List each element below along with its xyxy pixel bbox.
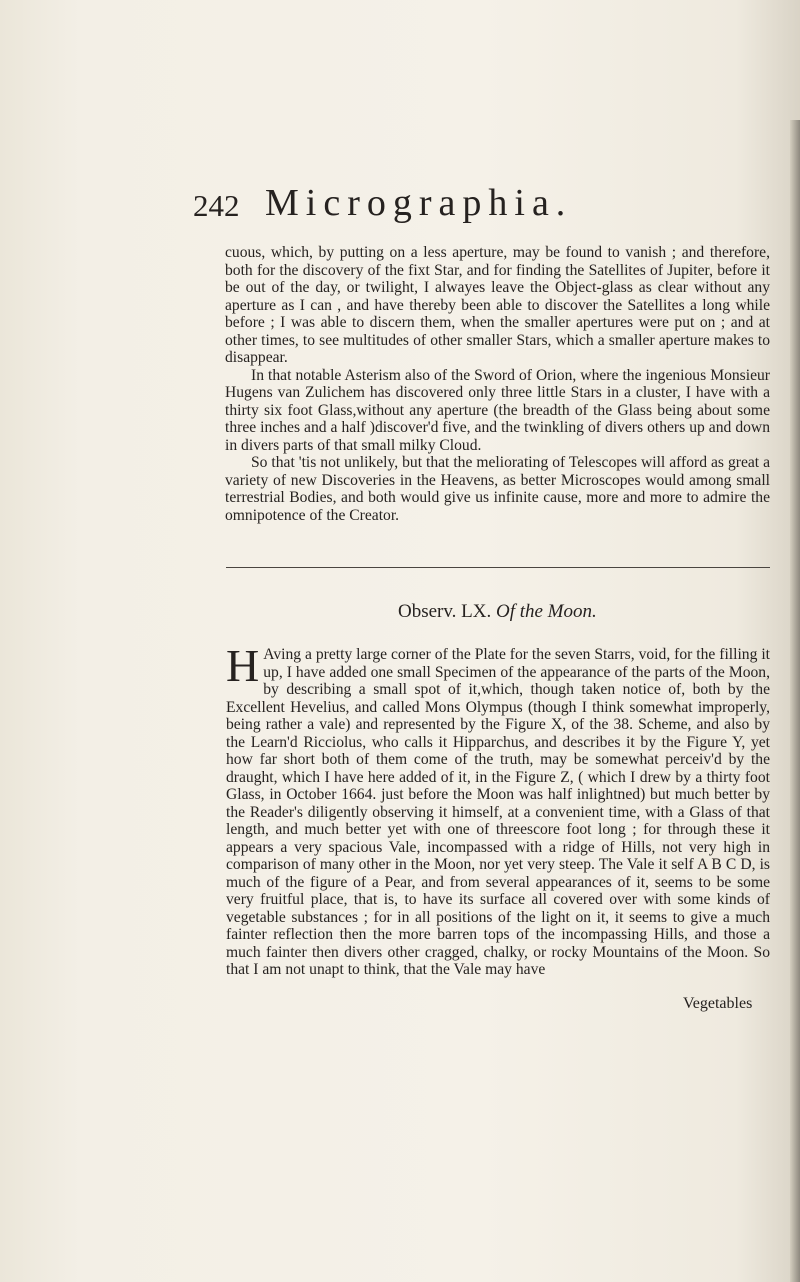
moon-section <box>226 640 770 979</box>
catchword: Vegetables <box>683 995 753 1012</box>
dropcap: H <box>226 640 260 691</box>
running-title: Micrographia. <box>265 182 573 224</box>
moon-paragraph-text: Aving a pretty large corner of the Plate for the seven Starrs, void, for the filling it up, I have added one small Specimen of the appearance of the parts of the Moon, by describing a small spot of it,which, though taken notice of, both by the Excellent Hevelius, and called Mons Olympus (though I think somewhat improperly, being rather a vale) and represented by the Figure X, of the 38. Scheme, and also by the Learn'd Ricciolus, who calls it Hipparchus, and describes it by the Figure Y, yet how far short both of them come of the truth, may be somewhat perceiv'd by the draught, which I have here added of it, in the Figure Z, ( which I drew by a thirty foot Glass, in October 1664. just before the Moon was half inlightned) but much better by the Reader's diligently observing it himself, at a convenient time, with a Glass of that length, and much better yet with one of threescore foot long ; for through these it appears a very spacious Vale, incompassed with a ridge of Hills, not very high in comparison of many other in the Moon, nor yet very steep. The Vale it self A B C D, is much of the figure of a Pear, and from several appearances of it, seems to be some very fruitful place, that is, to have its surface all covered over with some kinds of vegetable substances ; for in all positions of the light on it, it seems to give a much fainter reflection then the more barren tops of the incompassing Hills, and those a much fainter then divers other cragged, chalky, or rocky Mountains of the Moon. So that I am not unapt to think, that the Vale may have <box>226 646 770 978</box>
moon-paragraph <box>226 640 770 979</box>
section-divider <box>226 567 770 568</box>
page-number: 242 <box>193 188 240 223</box>
observation-number: Observ. LX. <box>398 601 492 622</box>
section-heading <box>398 601 597 623</box>
observation-title: Of the Moon. <box>495 601 597 622</box>
paragraph-orion: In that notable Asterism also of the Sword of Orion, where the ingenious Monsieur Hugens van Zulichem has discovered only three little Stars in a cluster, I have with a thirty six foot Glass,without any aperture (the breadth of the Glass being about some three inches and a half )discover'd five, and the twinkling of divers others up and down in divers parts of that small milky Cloud. <box>225 366 770 454</box>
paragraph-telescopes: So that 'tis not unlikely, but that the meliorating of Telescopes will afford as great a variety of new Discoveries in the Heavens, as better Microscopes would among small terrestrial Bodies, and both would give us infinite cause, more and more to admire the omnipotence of the Creator. <box>225 454 770 524</box>
body-text <box>225 244 770 524</box>
paragraph-satellites: cuous, which, by putting on a less aperture, may be found to vanish ; and therefore, both for the discovery of the fixt Star, and for finding the Satellites of Jupiter, before it be out of the day, or twilight, I alwayes leave the Object-glass as clear without any aperture as I can , and have thereby been able to discover the Satellites a long while before ; I was able to discern them, when the smaller apertures were put on ; and at other times, to see multitudes of other smaller Stars, which a smaller aperture makes to disappear. <box>225 244 770 366</box>
page-edge-shadow <box>790 120 800 1282</box>
